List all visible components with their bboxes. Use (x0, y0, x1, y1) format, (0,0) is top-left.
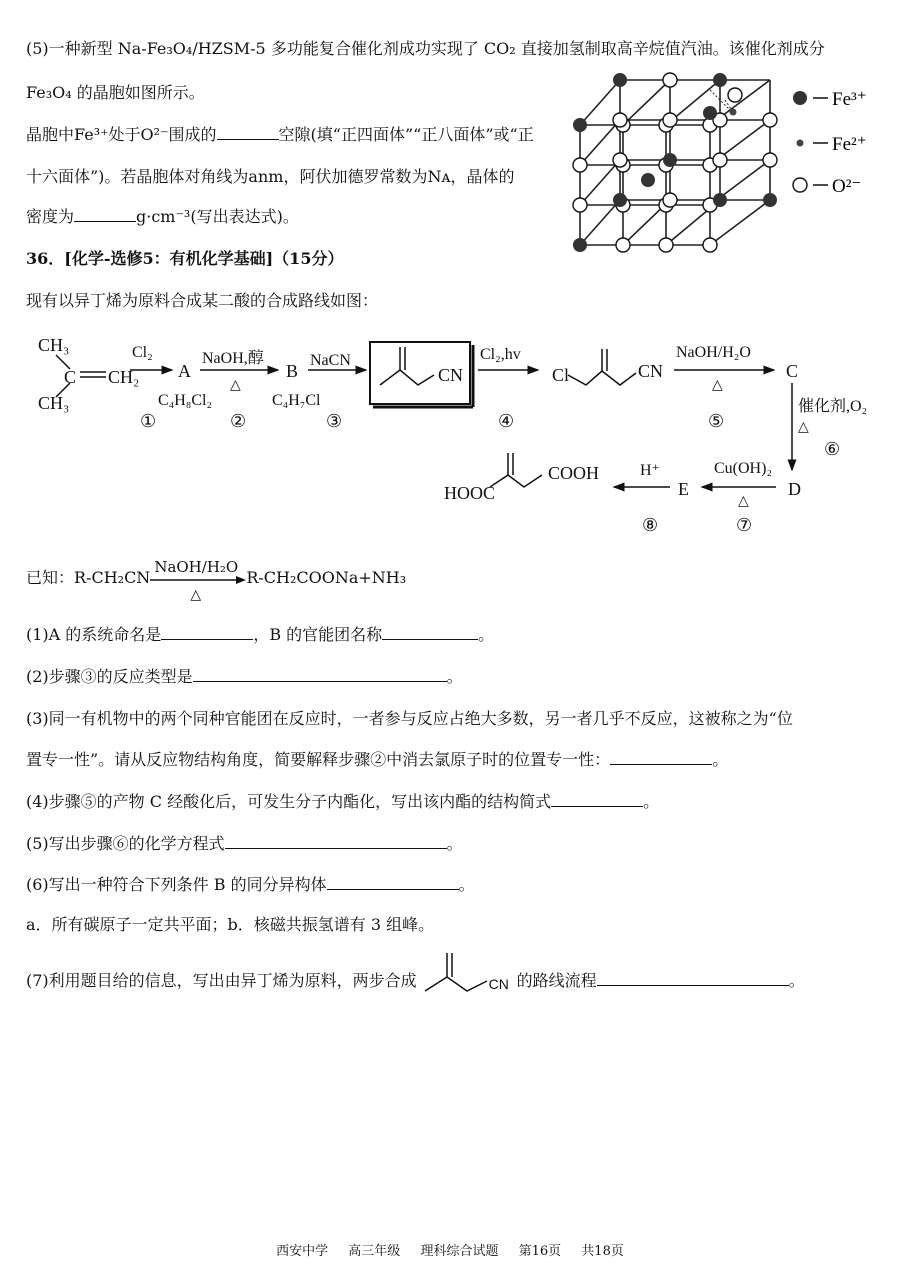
reagent-cl2: Cl₂ (132, 344, 153, 361)
q36-4 (26, 791, 659, 813)
footer-total: 共18页 (581, 1244, 624, 1259)
known-prefix: 已知：R-CH₂CN (26, 568, 151, 587)
answer-blank-5[interactable] (225, 834, 447, 849)
footer-grade: 高三年级 (348, 1244, 401, 1259)
q35-line5-b: g·cm⁻³(写出表达式)。 (136, 207, 299, 226)
heat-2: △ (230, 378, 241, 393)
q36-5-a: (5)写出步骤⑥的化学方程式 (26, 834, 225, 853)
q36-3-line1: (3)同一有机物中的两个同种官能团在反应时，一者参与反应占绝大多数，另一者几乎不反应，这被称之为“位 (26, 709, 793, 728)
step-2: ② (230, 411, 247, 431)
q35-line5 (26, 206, 299, 228)
step-7: ⑦ (736, 515, 753, 535)
legend-fe3: Fe³⁺ (832, 89, 867, 110)
q36-2 (26, 666, 463, 688)
reagent-naoh-h2o: NaOH/H₂O (676, 344, 751, 361)
c-center: C (64, 367, 77, 387)
reagent-hplus: H⁺ (640, 462, 660, 479)
answer-blank-4[interactable] (551, 792, 643, 807)
ch3-top: CH₃ (38, 335, 70, 355)
q35-line3-b: 空隙(填“正四面体”“正八面体”或“正 (278, 125, 534, 144)
q36-3-a: 置专一性”。请从反应物结构角度，简要解释步骤②中消去氯原子时的位置专一性： (26, 750, 611, 769)
cell-legend (793, 89, 867, 197)
q36-2-a: (2)步骤③的反应类型是 (26, 667, 193, 686)
q35-line5-a: 密度为 (26, 207, 75, 226)
step-1: ① (140, 411, 157, 431)
known-suffix: R-CH₂COONa+NH₃ (246, 568, 407, 587)
crystal-cell-figure (560, 55, 900, 265)
q36-3-line2 (26, 749, 728, 771)
q36-6 (26, 874, 475, 896)
q35-line1: (5)一种新型 Na-Fe₃O₄/HZSM-5 多功能复合催化剂成功实现了 CO₂ 直接加氢制取高辛烷值汽油。该催化剂成分 (26, 39, 825, 58)
answer-blank-1a[interactable] (161, 625, 253, 640)
answer-blank-3[interactable] (610, 750, 712, 765)
answer-blank-density[interactable] (74, 207, 136, 222)
footer-page: 第16页 (518, 1244, 562, 1259)
final-hooc: HOOC (444, 483, 496, 503)
known-heat: △ (190, 586, 202, 603)
heat-7: △ (738, 494, 749, 509)
reagent-naoh-alc: NaOH,醇 (202, 350, 264, 367)
q35-line3-a: 晶胞中Fe³⁺处于O²⁻围成的 (26, 125, 217, 144)
q36-1-c: 。 (478, 625, 495, 644)
known-reaction (26, 557, 407, 603)
q36-7-c: 。 (788, 971, 805, 990)
step-4: ④ (498, 411, 515, 431)
reagent-cl2hv: Cl₂,hv (480, 346, 521, 363)
legend-o2: O²⁻ (832, 176, 862, 197)
formula-a: C₄H₈Cl₂ (158, 392, 213, 409)
q36-6-conditions: a．所有碳原子一定共平面；b．核磁共振氢谱有 3 组峰。 (26, 915, 435, 934)
reagent-nacn: NaCN (310, 352, 351, 369)
heat-6: △ (798, 420, 809, 435)
q36-7-cn: CN (488, 975, 509, 992)
q36-5-b: 。 (446, 834, 463, 853)
step-8: ⑧ (642, 515, 659, 535)
ch3-bottom: CH₃ (38, 393, 70, 413)
q36-1 (26, 624, 494, 646)
q35-line3 (26, 124, 534, 146)
q36-intro: 现有以异丁烯为原料合成某二酸的合成路线如图： (26, 291, 379, 310)
cl-label: Cl (552, 365, 570, 385)
q36-6-a: (6)写出一种符合下列条件 B 的同分异构体 (26, 875, 327, 894)
footer-subject: 理科综合试题 (420, 1244, 499, 1259)
known-reagent: NaOH/H₂O (154, 557, 239, 576)
known-arrow (150, 557, 246, 603)
step-3: ③ (326, 411, 343, 431)
step-6: ⑥ (824, 439, 841, 459)
fe2-ions (730, 109, 737, 116)
q36-6-b: 。 (458, 875, 475, 894)
final-cooh: COOH (548, 463, 600, 483)
ch2-end: CH₂ (108, 367, 140, 387)
q36-7-structure (417, 971, 517, 993)
q36-heading: 36．[化学-选修5：有机化学基础]（15分） (26, 249, 344, 268)
cn-label-2: CN (638, 361, 664, 381)
reagent-catalyst: 催化剂,O₂ (798, 398, 868, 415)
q35-line2: Fe₃O₄ 的晶胞如图所示。 (26, 83, 205, 102)
synthesis-scheme (20, 325, 890, 540)
compound-d: D (788, 479, 801, 499)
q36-2-b: 。 (446, 667, 463, 686)
q36-5 (26, 833, 463, 855)
reagent-cuoh2: Cu(OH)₂ (714, 460, 773, 477)
compound-e: E (678, 479, 689, 499)
compound-b: B (286, 361, 299, 381)
fe3-ions (573, 73, 777, 252)
compound-c: C (786, 361, 799, 381)
q36-7-a: (7)利用题目给的信息，写出由异丁烯为原料，两步合成 (26, 971, 417, 990)
compound-a: A (178, 361, 191, 381)
q36-7-b: 的路线流程 (516, 971, 597, 990)
legend-fe2: Fe²⁺ (832, 134, 867, 155)
answer-blank-void[interactable] (217, 125, 279, 140)
step-5: ⑤ (708, 411, 725, 431)
answer-blank-6[interactable] (327, 875, 459, 890)
answer-blank-7[interactable] (597, 971, 789, 986)
page-footer (0, 1240, 900, 1259)
q36-1-b: ，B 的官能团名称 (253, 625, 383, 644)
q36-4-b: 。 (643, 792, 660, 811)
q36-3-b: 。 (712, 750, 729, 769)
q36-7 (26, 970, 805, 993)
heat-5: △ (712, 378, 723, 393)
answer-blank-1b[interactable] (382, 625, 478, 640)
footer-school: 西安中学 (276, 1244, 329, 1259)
formula-b: C₄H₇Cl (272, 392, 321, 409)
q36-4-a: (4)步骤⑤的产物 C 经酸化后，可发生分子内酯化，写出该内酯的结构简式 (26, 792, 552, 811)
boxed-cn: CN (438, 365, 464, 385)
q36-1-a: (1)A 的系统命名是 (26, 625, 162, 644)
q35-line4: 十六面体”)。若晶胞体对角线为anm，阿伏加德罗常数为Nᴀ，晶体的 (26, 167, 515, 186)
answer-blank-2[interactable] (193, 667, 447, 682)
